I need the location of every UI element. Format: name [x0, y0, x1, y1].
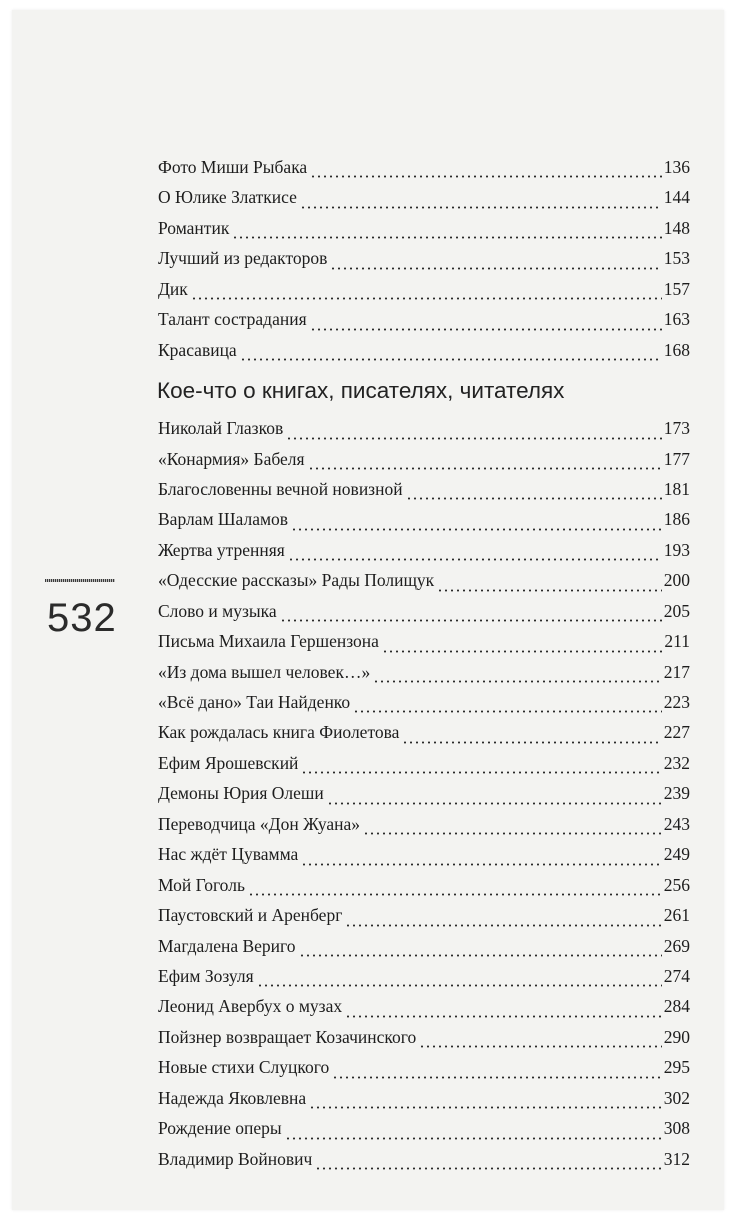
toc-entry-title: Как рождалась книга Фиолетова — [158, 722, 400, 743]
toc-entry-page: 148 — [663, 217, 690, 238]
toc-entry — [158, 844, 690, 874]
toc-entry — [158, 692, 690, 722]
toc-entry — [158, 1149, 690, 1179]
toc-entry — [158, 1027, 690, 1057]
toc-entry-page: 211 — [664, 631, 690, 652]
toc-entry-title: Варлам Шаламов — [158, 509, 289, 530]
toc-entry-page: 308 — [663, 1118, 690, 1139]
dot-leader — [419, 1045, 662, 1048]
toc-entry — [158, 996, 690, 1026]
toc-entry-title: Жертва утренняя — [158, 539, 285, 560]
section-heading: Кое-что о книгах, писателях, читателях — [157, 378, 565, 404]
page-number: 532 — [47, 596, 117, 640]
toc-entry-page: 163 — [663, 309, 690, 330]
toc-entry-title: «Конармия» Бабеля — [158, 448, 305, 469]
dot-leader — [300, 206, 662, 209]
toc-entry — [158, 340, 690, 370]
toc-entry — [158, 570, 690, 600]
toc-entry-page: 153 — [663, 248, 690, 269]
toc-entry-title: Переводчица «Дон Жуана» — [158, 813, 361, 834]
toc-entry-title: Ефим Зозуля — [158, 965, 254, 986]
toc-entry — [158, 418, 690, 448]
dot-leader — [373, 680, 662, 683]
toc-entry-page: 261 — [663, 905, 690, 926]
toc-entry — [158, 1088, 690, 1118]
toc-entry-page: 227 — [663, 722, 690, 743]
dot-leader — [310, 328, 662, 331]
toc-entry — [158, 1118, 690, 1148]
dot-leader — [286, 437, 662, 440]
toc-entry-title: Ефим Ярошевский — [158, 752, 299, 773]
toc-entry-title: Нас ждёт Цувамма — [158, 844, 299, 865]
dot-leader — [345, 1015, 662, 1018]
toc-entry — [158, 309, 690, 339]
dot-leader — [301, 771, 661, 774]
dot-leader — [288, 558, 662, 561]
toc-entry — [158, 722, 690, 752]
dot-leader — [280, 619, 662, 622]
toc-entry — [158, 540, 690, 570]
toc-entry-title: Владимир Войнович — [158, 1148, 313, 1169]
toc-entry — [158, 966, 690, 996]
toc-entry-title: Благословенны вечной новизной — [158, 478, 403, 499]
toc-entry-title: Дик — [158, 278, 188, 299]
toc-entry-title: Письма Михаила Гершензона — [158, 631, 379, 652]
toc-entry — [158, 449, 690, 479]
toc-entry — [158, 783, 690, 813]
toc-entry — [158, 157, 690, 187]
toc-entry-page: 186 — [663, 509, 690, 530]
toc-entry — [158, 875, 690, 905]
toc-entry-title: О Юлике Златкисе — [158, 187, 297, 208]
dot-leader — [248, 893, 662, 896]
dot-leader — [240, 358, 662, 361]
toc-entry-title: Рождение оперы — [158, 1118, 282, 1139]
dot-leader — [301, 863, 661, 866]
toc-entry-page: 243 — [663, 813, 690, 834]
table-of-contents — [158, 157, 690, 1179]
toc-entry-page: 284 — [663, 996, 690, 1017]
toc-entry-page: 302 — [663, 1087, 690, 1108]
toc-entry-title: «Из дома вышел человек…» — [158, 661, 371, 682]
toc-group-after — [158, 418, 690, 1179]
dot-leader — [291, 528, 662, 531]
dot-leader — [330, 267, 661, 270]
toc-entry-page: 295 — [663, 1057, 690, 1078]
dot-leader — [309, 1106, 662, 1109]
toc-entry-title: Николай Глазков — [158, 418, 284, 439]
toc-entry-page: 181 — [663, 478, 690, 499]
toc-entry-title: Новые стихи Слуцкого — [158, 1057, 330, 1078]
toc-entry-title: Мой Гоголь — [158, 874, 245, 895]
toc-entry-page: 249 — [663, 844, 690, 865]
dot-leader — [332, 1076, 662, 1079]
toc-entry-page: 177 — [663, 448, 690, 469]
dot-leader — [406, 497, 662, 500]
toc-entry-title: «Одесские рассказы» Рады Полищук — [158, 570, 435, 591]
dot-leader — [191, 297, 662, 300]
toc-entry — [158, 248, 690, 278]
toc-entry-page: 312 — [663, 1148, 690, 1169]
toc-entry-title: Демоны Юрия Олеши — [158, 783, 324, 804]
toc-entry-title: Фото Миши Рыбака — [158, 157, 308, 177]
dot-leader — [315, 1167, 661, 1170]
toc-entry-title: Лучший из редакторов — [158, 248, 328, 269]
dot-leader — [363, 832, 662, 835]
toc-entry-page: 200 — [663, 570, 690, 591]
toc-entry-page: 274 — [663, 965, 690, 986]
toc-entry-title: Паустовский и Аренберг — [158, 905, 343, 926]
toc-entry-page: 144 — [663, 187, 690, 208]
toc-entry — [158, 631, 690, 661]
toc-entry — [158, 509, 690, 539]
toc-entry-title: Красавица — [158, 339, 237, 360]
dot-leader — [353, 710, 662, 713]
toc-entry — [158, 279, 690, 309]
toc-entry — [158, 814, 690, 844]
toc-entry — [158, 1057, 690, 1087]
dot-leader — [402, 741, 661, 744]
toc-entry — [158, 218, 690, 248]
toc-entry-page: 168 — [663, 339, 690, 360]
dot-leader — [257, 984, 662, 987]
toc-entry-title: Талант сострадания — [158, 309, 307, 330]
toc-entry — [158, 479, 690, 509]
dot-leader — [327, 802, 662, 805]
toc-entry — [158, 601, 690, 631]
book-page — [12, 10, 724, 1210]
toc-entry-title: Надежда Яковлевна — [158, 1087, 307, 1108]
toc-entry — [158, 905, 690, 935]
toc-entry-title: «Всё дано» Таи Найденко — [158, 692, 351, 712]
dot-leader — [382, 650, 662, 653]
dot-leader — [299, 954, 662, 957]
toc-entry-title: Пойзнер возвращает Козачинского — [158, 1026, 417, 1047]
dot-leader — [310, 175, 662, 178]
toc-entry-title: Леонид Авербух о музах — [158, 996, 343, 1017]
dot-leader — [437, 589, 662, 592]
toc-entry-page: 269 — [663, 935, 690, 956]
toc-entry-page: 223 — [663, 692, 690, 712]
toc-entry-title: Магдалена Вериго — [158, 935, 296, 956]
toc-entry-page: 193 — [663, 539, 690, 560]
toc-entry-title: Слово и музыка — [158, 600, 277, 621]
dot-leader — [232, 236, 661, 239]
toc-entry-page: 173 — [663, 418, 690, 439]
toc-entry-title: Романтик — [158, 217, 230, 238]
toc-entry-page: 217 — [663, 661, 690, 682]
folio-rule — [45, 579, 115, 582]
dot-leader — [308, 467, 662, 470]
toc-entry-page: 205 — [663, 600, 690, 621]
toc-entry-page: 290 — [663, 1026, 690, 1047]
toc-group-before — [158, 157, 690, 370]
dot-leader — [285, 1137, 662, 1140]
toc-entry — [158, 187, 690, 217]
toc-entry-page: 256 — [663, 874, 690, 895]
toc-entry-page: 232 — [663, 752, 690, 773]
toc-entry-page: 239 — [663, 783, 690, 804]
toc-entry — [158, 936, 690, 966]
dot-leader — [345, 924, 661, 927]
toc-entry-page: 136 — [663, 157, 690, 177]
toc-entry — [158, 662, 690, 692]
toc-entry-page: 157 — [663, 278, 690, 299]
toc-entry — [158, 753, 690, 783]
